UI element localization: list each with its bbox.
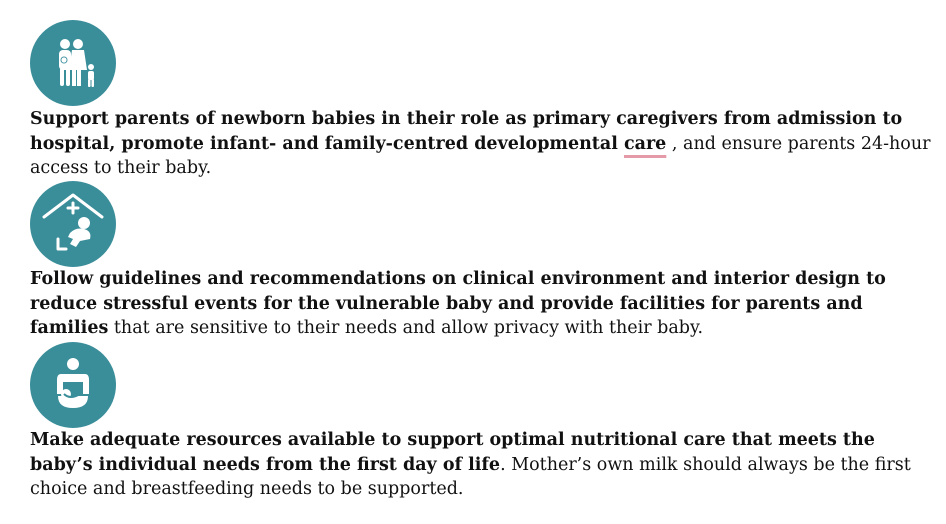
section-2-normal-text: that are sensitive to their needs and allow privacy with their baby. xyxy=(108,318,704,338)
section-2-bold-text: Follow guidelines and recommendations on clinical environment and interior design to reduce stressful events for the vulnerable baby and provide facilities for parents and families xyxy=(30,269,886,338)
breastfeeding-mother-icon xyxy=(30,342,116,428)
nursery-house-icon xyxy=(30,181,116,267)
section-3-paragraph xyxy=(30,428,940,502)
section-3-bold-text: Make adequate resources available to support optimal nutritional care that meets the baby’s individual needs from the first day of life xyxy=(30,430,875,475)
family-icon xyxy=(30,20,116,106)
section-3-normal-text: . Mother’s own milk should always be the first choice and breastfeeding needs to be supported. xyxy=(30,454,911,499)
underlined-word-care: care xyxy=(623,133,667,154)
section-2-paragraph xyxy=(30,267,940,341)
section-1-bold-text: Support parents of newborn babies in their role as primary caregivers from admission to hospital, promote infant- and family-centred developmental xyxy=(30,109,903,154)
section-1-normal-text: , and ensure parents 24-hour access to their baby. xyxy=(30,133,931,178)
section-1-paragraph xyxy=(30,107,940,181)
